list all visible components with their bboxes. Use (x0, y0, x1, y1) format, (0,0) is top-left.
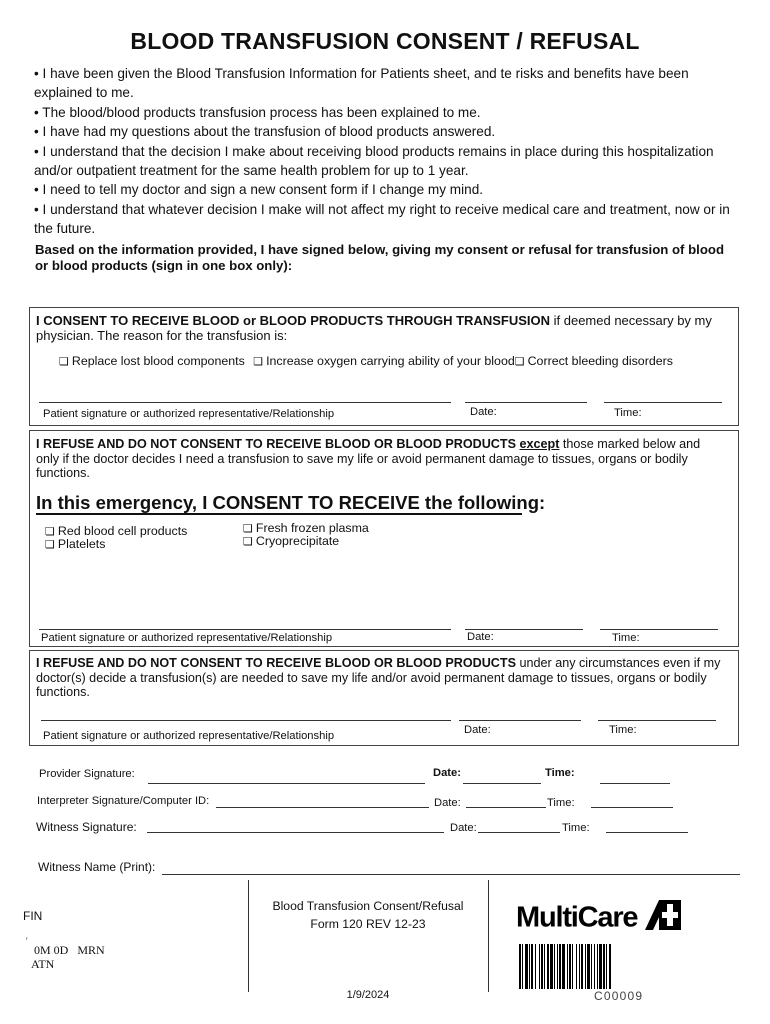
interpreter-signature-label: Interpreter Signature/Computer ID: (37, 795, 210, 807)
form-info (250, 897, 486, 933)
barcode-code: C00009 (594, 989, 644, 1003)
checkbox-icon[interactable]: ❏ (45, 525, 55, 538)
refuse-all-heading (36, 656, 726, 700)
consent-date-label: Date: (470, 406, 497, 418)
interpreter-signature-line[interactable] (216, 807, 429, 808)
refuse-all-heading-rest: under any circumstances even if my doctor(s) decide a transfusion(s) are needed to save my life and/or avoid permanent damage to tissues, organs or bodily functions. (36, 656, 721, 700)
refuse-except-heading (36, 437, 726, 481)
emergency-heading-underline (36, 513, 522, 515)
interpreter-time-label: Time: (547, 797, 575, 809)
checkbox-icon[interactable]: ❏ (59, 355, 69, 368)
product-platelets-option[interactable]: ❏ Platelets (45, 537, 106, 551)
witness-signature-label: Witness Signature: (36, 820, 137, 834)
product-cryo-option[interactable]: ❏ Cryoprecipitate (243, 534, 340, 548)
refuse-all-signature-line[interactable] (41, 720, 451, 721)
barcode (519, 944, 719, 989)
interpreter-date-label: Date: (434, 797, 461, 809)
reason-bleeding-option[interactable]: ❏ Correct bleeding disorders (514, 354, 673, 368)
consent-time-line[interactable] (604, 402, 722, 403)
checkbox-icon[interactable]: ❏ (253, 355, 264, 368)
interpreter-time-line[interactable] (591, 807, 673, 808)
barcode-bar (611, 944, 612, 989)
refuse-all-date-line[interactable] (459, 720, 581, 721)
interpreter-date-line[interactable] (466, 807, 546, 808)
provider-time-line[interactable] (600, 783, 670, 784)
witness-name-line[interactable] (162, 874, 740, 875)
intro-statement-2: • The blood/blood products transfusion process has been explained to me. (34, 104, 481, 120)
document-title: BLOOD TRANSFUSION CONSENT / REFUSAL (130, 28, 640, 54)
refuse-except-signature-line[interactable] (39, 629, 451, 630)
refuse-all-date-label: Date: (464, 724, 491, 736)
logo-text: MultiCare (516, 901, 638, 934)
form-number: Form 120 REV 12-23 (310, 917, 426, 931)
reason-replace-option[interactable]: ❏ Replace lost blood components (59, 354, 245, 368)
refuse-except-date-line[interactable] (465, 629, 583, 630)
form-title: Blood Transfusion Consent/Refusal (272, 899, 464, 913)
witness-date-label: Date: (450, 822, 477, 834)
atn-label: ATN (31, 957, 55, 971)
consent-time-label: Time: (614, 407, 642, 419)
product-red-cells-option[interactable]: ❏ Red blood cell products (45, 524, 188, 538)
provider-date-label: Date: (433, 767, 461, 779)
provider-time-label: Time: (545, 767, 575, 779)
refuse-except-time-line[interactable] (600, 629, 718, 630)
consent-date-line[interactable] (465, 402, 587, 403)
witness-time-label: Time: (562, 822, 590, 834)
checkbox-icon[interactable]: ❏ (243, 522, 253, 535)
consent-signature-line[interactable] (39, 402, 451, 403)
multicare-cross-icon (645, 900, 681, 938)
intro-statement-6: • I understand that whatever decision I make will not affect my right to receive medical care and treatment, now or in the future. (34, 201, 730, 237)
refuse-all-signature-label: Patient signature or authorized representative/Relationship (43, 730, 335, 742)
refuse-except-heading-rest: those marked below and only if the doctor decides I need a transfusion to save my life or avoid permanent damage to tissues, organs or bodily functions. (36, 437, 701, 481)
checkbox-icon[interactable]: ❏ (45, 538, 55, 551)
intro-statement-3: • I have had my questions about the transfusion of blood products answered. (34, 124, 496, 140)
mrn-line: 0M 0D MRN (34, 943, 105, 957)
instruction-statement: Based on the information provided, I have signed below, giving my consent or refusal for transfusion of blood or blood products (sign in one box only): (35, 242, 724, 273)
provider-signature-label: Provider Signature: (39, 768, 135, 780)
intro-statements (34, 64, 739, 239)
refuse-except-heading-bold: I REFUSE AND DO NOT CONSENT TO RECEIVE BLOOD OR BLOOD PRODUCTS (36, 437, 516, 451)
witness-signature-line[interactable] (147, 832, 444, 833)
transfusion-reasons (59, 354, 673, 368)
refuse-except-date-label: Date: (467, 631, 494, 643)
product-plasma-option[interactable]: ❏ Fresh frozen plasma (243, 521, 369, 535)
refuse-all-heading-bold: I REFUSE AND DO NOT CONSENT TO RECEIVE BLOOD OR BLOOD PRODUCTS (36, 656, 516, 670)
witness-date-line[interactable] (478, 832, 560, 833)
intro-statement-5: • I need to tell my doctor and sign a new consent form if I change my mind. (34, 182, 484, 198)
provider-date-line[interactable] (463, 783, 541, 784)
footer-right-divider (488, 880, 489, 992)
consent-heading-rest: if deemed necessary by my physician. The reason for the transfusion is: (36, 313, 712, 343)
consent-heading (36, 314, 726, 343)
witness-time-line[interactable] (606, 832, 688, 833)
footer-mark: ' (26, 936, 28, 946)
refuse-all-time-line[interactable] (598, 720, 716, 721)
refuse-all-time-label: Time: (609, 724, 637, 736)
intro-statement-4: • I understand that the decision I make about receiving blood products remains in place during this hospitalization and/or outpatient treatment for the same health problem for up to 1 year. (34, 143, 714, 179)
checkbox-icon[interactable]: ❏ (514, 355, 525, 368)
reason-oxygen-option[interactable]: ❏ Increase oxygen carrying ability of your blood (253, 354, 515, 368)
checkbox-icon[interactable]: ❏ (243, 535, 253, 548)
provider-signature-line[interactable] (148, 783, 425, 784)
refuse-except-time-label: Time: (612, 632, 640, 644)
form-date: 1/9/2024 (346, 989, 390, 1001)
emergency-heading: In this emergency, I CONSENT TO RECEIVE the following: (36, 492, 546, 513)
except-keyword: except (519, 437, 560, 451)
refuse-except-signature-label: Patient signature or authorized representative/Relationship (41, 632, 333, 644)
footer-left-divider (248, 880, 249, 992)
witness-name-label: Witness Name (Print): (38, 860, 156, 874)
fin-label: FIN (23, 909, 43, 923)
multicare-logo (516, 900, 681, 938)
intro-statement-1: • I have been given the Blood Transfusion Information for Patients sheet, and te risks and benefits have been explained to me. (34, 66, 689, 101)
consent-heading-bold: I CONSENT TO RECEIVE BLOOD or BLOOD PRODUCTS THROUGH TRANSFUSION (36, 313, 551, 328)
consent-signature-label: Patient signature or authorized representative/Relationship (43, 408, 335, 420)
